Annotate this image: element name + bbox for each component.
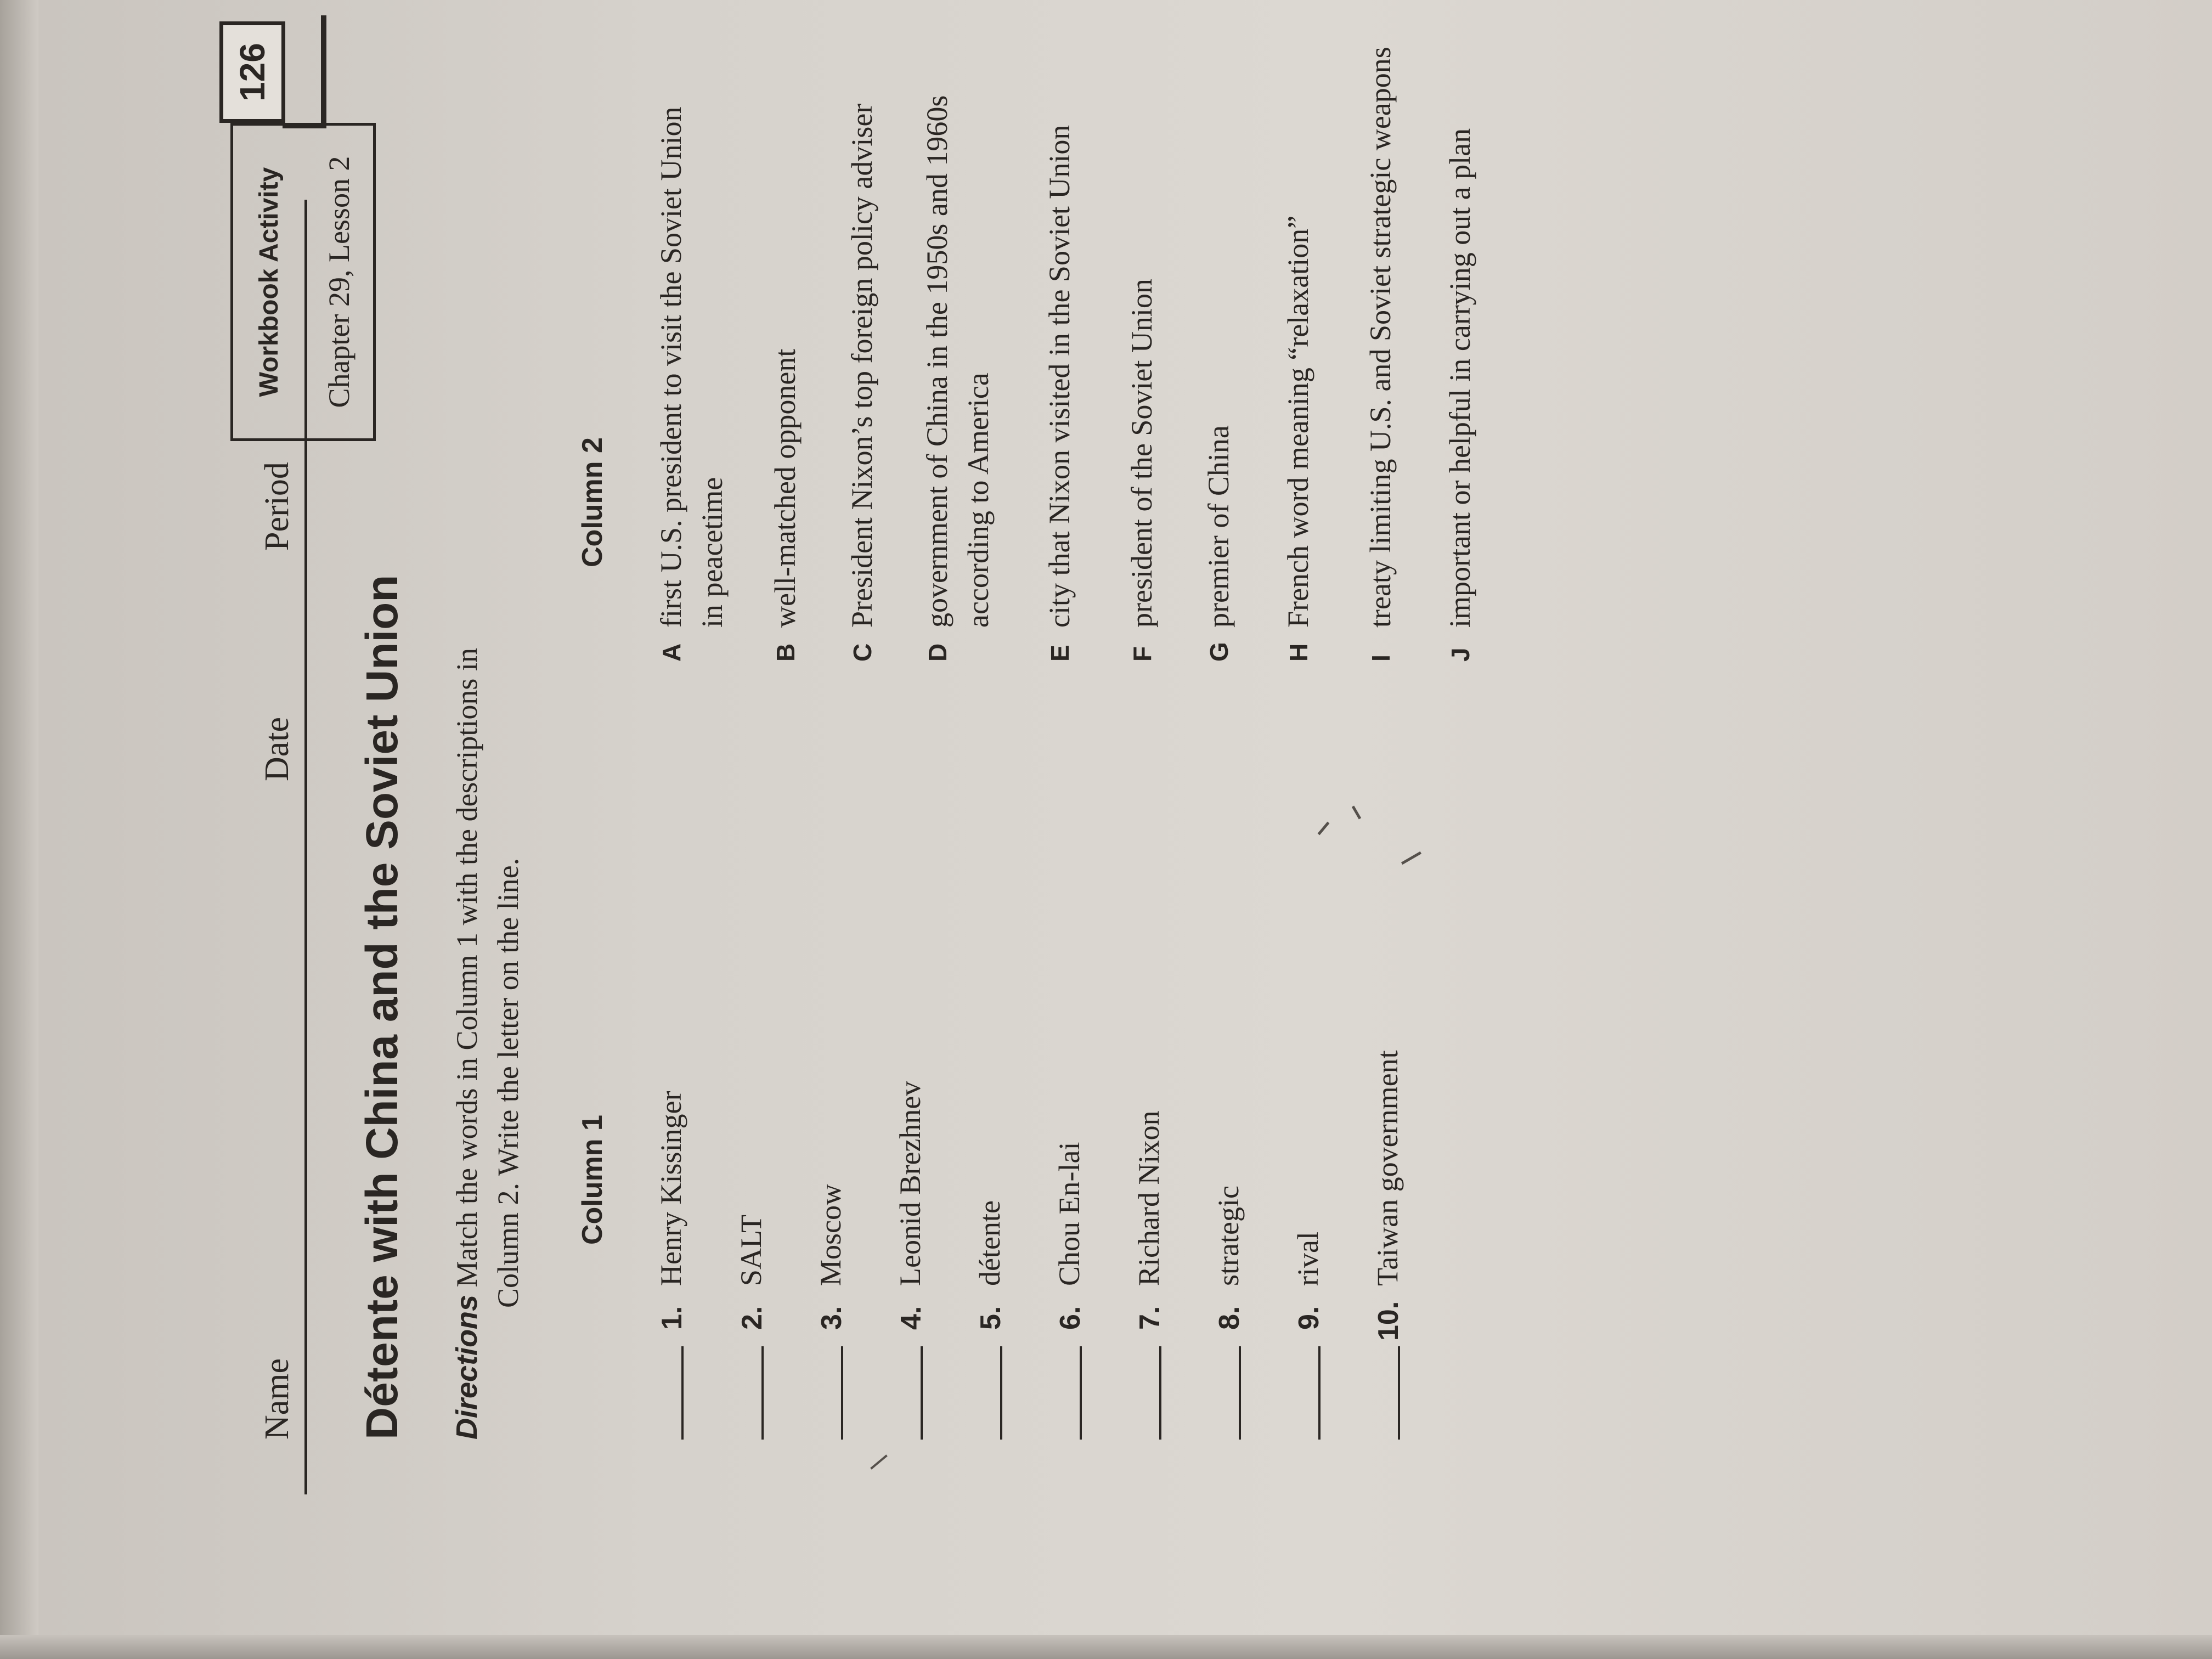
column-2-desc-i: treaty limiting U.S. and Soviet strategic weapons (1364, 47, 1397, 628)
column-2-letter-i: I (1367, 654, 1395, 662)
item-number-1: 1. (656, 1306, 688, 1330)
column-2-desc-a-line-2: in peacetime (696, 477, 729, 628)
column-1-term-9: rival (1291, 1232, 1324, 1286)
chapter-lesson-box: Chapter 29, Lesson 2 (304, 123, 376, 441)
column-2-desc-d-line-2: according to America (962, 373, 995, 628)
column-1-term-10: Taiwan government (1371, 1050, 1404, 1286)
page-title: Détente with China and the Soviet Union (357, 574, 407, 1440)
page-number: 126 (219, 21, 285, 123)
directions-line-2: Column 2. Write the letter on the line. (492, 857, 524, 1308)
answer-line-4[interactable] (921, 1346, 923, 1440)
column-2-letter-a: A (657, 643, 686, 662)
column-2-desc-g: premier of China (1202, 425, 1235, 628)
column-1-term-5: détente (973, 1200, 1006, 1286)
period-label: Period (258, 462, 296, 551)
column-2-letter-e: E (1046, 645, 1074, 662)
column-2-desc-f: president of the Soviet Union (1125, 279, 1158, 628)
item-number-8: 8. (1214, 1306, 1245, 1330)
name-label: Name (258, 1358, 296, 1440)
column-2-desc-a-line-1: first U.S. president to visit the Soviet Union (654, 106, 687, 628)
column-2-letter-d: D (923, 643, 952, 662)
column-1-term-2: SALT (735, 1214, 768, 1286)
column-2-heading: Column 2 (577, 437, 608, 567)
pencil-mark (1401, 851, 1421, 865)
date-label: Date (258, 716, 296, 781)
column-2-letter-f: F (1128, 646, 1156, 662)
item-number-2: 2. (736, 1306, 768, 1330)
answer-line-1[interactable] (681, 1346, 684, 1440)
directions-line-1 (450, 648, 484, 1440)
column-1-term-7: Richard Nixon (1132, 1110, 1165, 1286)
item-number-4: 4. (895, 1306, 927, 1330)
column-1-heading: Column 1 (577, 1115, 608, 1245)
column-2-letter-c: C (848, 643, 877, 662)
answer-line-5[interactable] (1000, 1346, 1002, 1440)
column-2-desc-b: well-matched opponent (769, 348, 802, 628)
column-2-letter-b: B (771, 643, 800, 662)
answer-line-9[interactable] (1318, 1346, 1321, 1440)
answer-line-2[interactable] (761, 1346, 764, 1440)
answer-line-10[interactable] (1398, 1346, 1400, 1440)
pencil-mark (1352, 805, 1361, 819)
item-number-6: 6. (1054, 1306, 1086, 1330)
workbook-activity-box: Workbook Activity (230, 123, 304, 441)
column-1-term-1: Henry Kissinger (654, 1091, 687, 1286)
column-2-desc-j: important or helpful in carrying out a plan (1443, 128, 1476, 628)
column-2-letter-g: G (1205, 642, 1233, 662)
answer-line-8[interactable] (1239, 1346, 1241, 1440)
column-1-term-6: Chou En-lai (1053, 1142, 1086, 1286)
column-1-term-8: strategic (1212, 1186, 1245, 1286)
answer-line-7[interactable] (1159, 1346, 1161, 1440)
page-number-shadow (283, 15, 326, 128)
item-number-10: 10. (1373, 1301, 1404, 1341)
item-number-7: 7. (1134, 1306, 1166, 1330)
answer-line-3[interactable] (841, 1346, 843, 1440)
column-2-desc-d-line-1: government of China in the 1950s and 1960s (921, 95, 953, 628)
column-2-letter-h: H (1284, 643, 1313, 662)
directions-text-1: Match the words in Column 1 with the descriptions in (450, 648, 483, 1288)
column-2-desc-h: French word meaning “relaxation” (1282, 215, 1314, 628)
item-number-3: 3. (816, 1306, 848, 1330)
column-1-term-4: Leonid Brezhnev (894, 1081, 927, 1286)
answer-line-6[interactable] (1080, 1346, 1082, 1440)
item-number-5: 5. (975, 1306, 1007, 1330)
pencil-mark (1318, 822, 1330, 836)
column-2-desc-e: city that Nixon visited in the Soviet Union (1043, 125, 1076, 628)
directions-label: Directions (450, 1294, 483, 1440)
item-number-9: 9. (1293, 1306, 1325, 1330)
column-1-term-3: Moscow (814, 1184, 847, 1286)
column-2-desc-c: President Nixon’s top foreign policy adviser (845, 103, 878, 628)
column-2-letter-j: J (1446, 647, 1475, 662)
pencil-mark (870, 1454, 888, 1469)
